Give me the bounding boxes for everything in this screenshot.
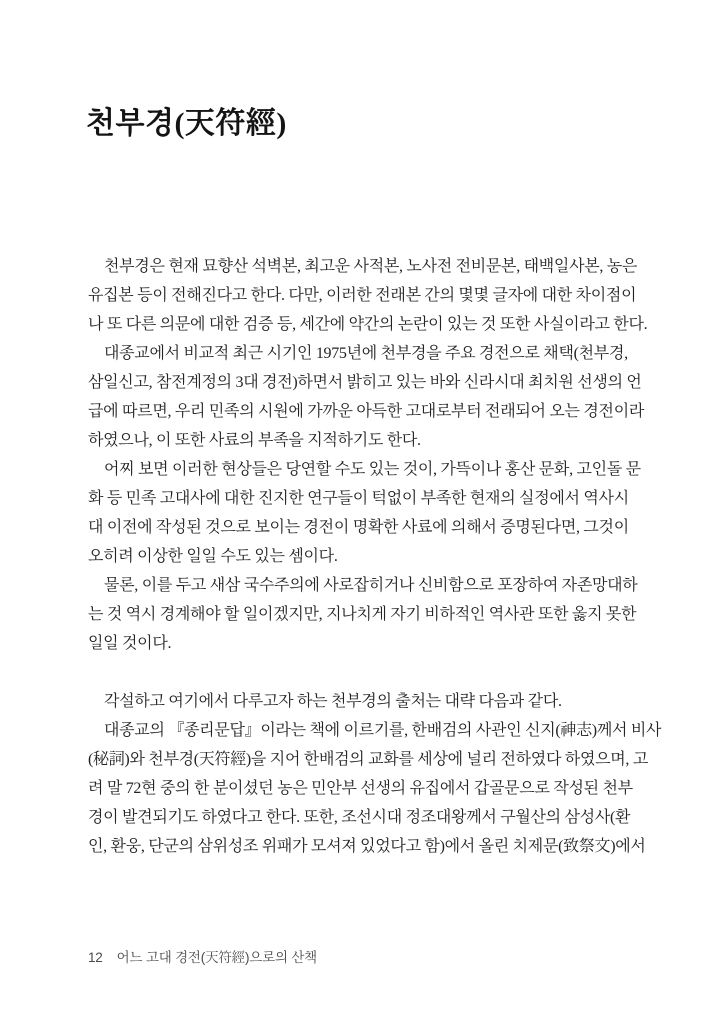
text-line: 화 등 민족 고대사에 대한 진지한 연구들이 턱없이 부족한 현재의 실정에서 역사시 — [88, 490, 629, 507]
text-line: 경이 발견되기도 하였다고 한다. 또한, 조선시대 정조대왕께서 구월산의 삼성사(환 — [88, 809, 631, 826]
page-footer — [88, 946, 317, 966]
text-line: 는 것 역시 경계해야 할 일이겠지만, 지나치게 자기 비하적인 역사관 또한 옳지 못한 — [88, 606, 637, 623]
text-line: 하였으나, 이 또한 사료의 부족을 지적하기도 한다. — [88, 432, 421, 449]
text-line: 대 이전에 작성된 것으로 보이는 경전이 명확한 사료에 의해서 증명된다면, 그것이 — [88, 519, 629, 536]
text-line: 나 또 다른 의문에 대한 검증 등, 세간에 약간의 논란이 있는 것 또한 사실이라고 한다. — [88, 316, 648, 333]
text-line: (秘詞)와 천부경(天符經)을 지어 한배검의 교화를 세상에 널리 전하였다 하였으며, 고 — [88, 751, 648, 768]
text-line: 일일 것이다. — [88, 635, 172, 652]
running-title: 어느 고대 경전(天符經)으로의 산책 — [116, 950, 318, 965]
text-line: 오히려 이상한 일일 수도 있는 셈이다. — [88, 548, 338, 565]
text-line: 물론, 이를 두고 새삼 국수주의에 사로잡히거나 신비함으로 포장하여 자존망대하 — [104, 577, 638, 594]
blank-line — [88, 658, 633, 687]
page-number: 12 — [88, 950, 103, 965]
text-line: 급에 따르면, 우리 민족의 시원에 가까운 아득한 고대로부터 전래되어 오는 경전이라 — [88, 403, 645, 420]
text-line: 삼일신고, 참전계정의 3대 경전)하면서 밝히고 있는 바와 신라시대 최치원 선생의 언 — [88, 374, 642, 391]
chapter-title: 천부경(天符經) — [86, 107, 287, 140]
text-line: 대종교의 『종리문답』이라는 책에 이르기를, 한배검의 사관인 신지(神志)께서 비사 — [104, 722, 662, 739]
text-line: 려 말 72현 중의 한 분이셨던 농은 민안부 선생의 유집에서 갑골문으로 작성된 천부 — [88, 780, 633, 797]
text-line: 대종교에서 비교적 최근 시기인 1975년에 천부경을 주요 경전으로 채택(천부경, — [104, 345, 628, 362]
text-line: 유집본 등이 전해진다고 한다. 다만, 이러한 전래본 간의 몇몇 글자에 대한 차이점이 — [88, 287, 637, 304]
text-line: 어찌 보면 이러한 현상들은 당연할 수도 있는 것이, 가뜩이나 홍산 문화, 고인돌 문 — [104, 461, 641, 478]
text-line: 천부경은 현재 묘향산 석벽본, 최고운 사적본, 노사전 전비문본, 태백일사본, 농은 — [104, 258, 638, 275]
body-text — [88, 252, 662, 861]
text-line: 인, 환웅, 단군의 삼위성조 위패가 모셔져 있었다고 함)에서 올린 치제문(致祭文)에서 — [88, 838, 646, 855]
text-line: 각설하고 여기에서 다루고자 하는 천부경의 출처는 대략 다음과 같다. — [104, 693, 562, 710]
